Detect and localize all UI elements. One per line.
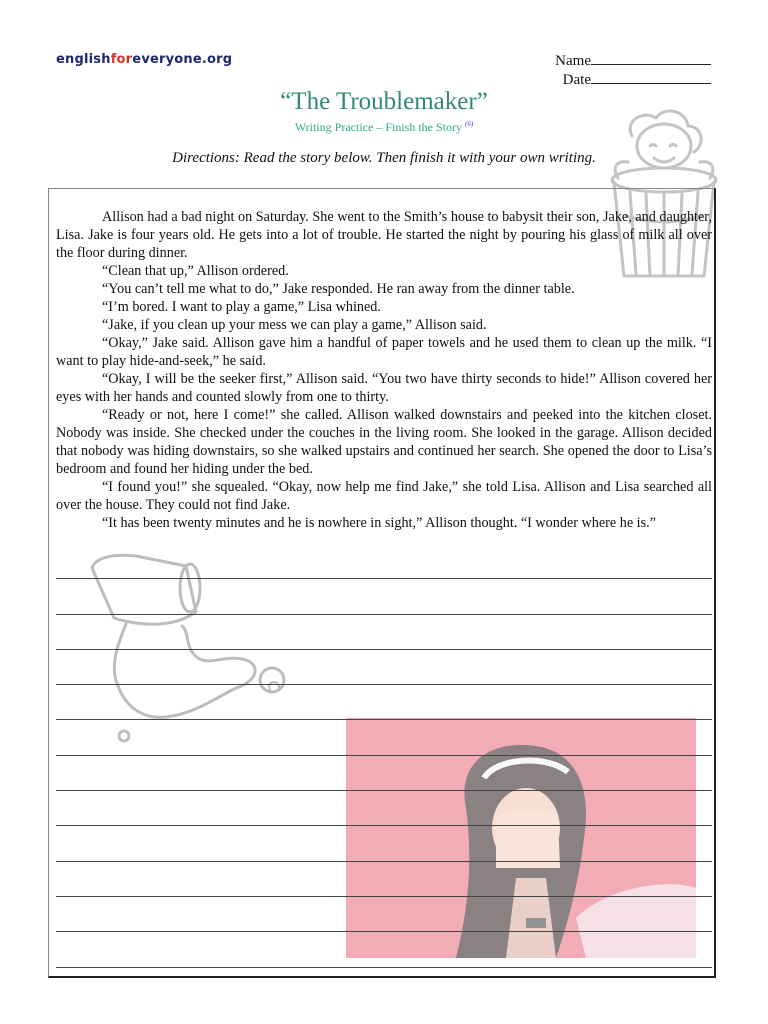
logo-part-english: english: [56, 52, 111, 67]
name-label: Name: [555, 53, 591, 69]
writing-lines: [56, 544, 712, 968]
name-field: [555, 52, 711, 71]
worksheet-number: (6): [465, 120, 474, 128]
name-blank: [591, 52, 711, 65]
site-logo: [56, 52, 232, 67]
writing-line[interactable]: [56, 897, 712, 932]
name-date-box: [555, 52, 711, 90]
story-paragraph: “Okay,” Jake said. Allison gave him a handful of paper towels and he used them to clean up the milk. “I want to play hide-and-seek,” he said.: [56, 335, 712, 369]
story-paragraph: “Okay, I will be the seeker first,” Allison said. “You two have thirty seconds to hide!” Allison covered her eyes with her hands and counted slowly from one to thirty.: [56, 371, 712, 405]
writing-line[interactable]: [56, 579, 712, 614]
logo-part-everyone: everyone.org: [132, 52, 233, 67]
writing-line[interactable]: [56, 756, 712, 791]
subtitle-text: Writing Practice – Finish the Story: [294, 120, 462, 134]
story-paragraph: “Jake, if you clean up your mess we can play a game,” Allison said.: [102, 317, 487, 333]
story-paragraph: “I found you!” she squealed. “Okay, now help me find Jake,” she told Lisa. Allison and Lisa searched all over the house. They could not find Jake.: [56, 479, 712, 513]
writing-line[interactable]: [56, 685, 712, 720]
directions: Directions: Read the story below. Then finish it with your own writing.: [172, 150, 596, 166]
story-paragraph: “It has been twenty minutes and he is nowhere in sight,” Allison thought. “I wonder where he is.”: [102, 515, 656, 531]
story-text: [56, 208, 712, 532]
writing-line[interactable]: [56, 826, 712, 861]
writing-line[interactable]: [56, 720, 712, 755]
writing-line[interactable]: [56, 862, 712, 897]
writing-line[interactable]: [56, 932, 712, 967]
story-paragraph: “Clean that up,” Allison ordered.: [102, 263, 289, 279]
writing-line[interactable]: [56, 650, 712, 685]
logo-part-for: for: [110, 52, 133, 67]
page-title: “The Troublemaker”: [280, 88, 488, 115]
story-paragraph: “Ready or not, here I come!” she called. Allison walked downstairs and peeked into the kitchen closet. Nobody was inside. She checked under the couches in the living room. She looked in the garage. Allison decided that nobody was hiding downstairs, so she walked upstairs and continued her search. She opened the door to Lisa’s bedroom and found her hiding under the bed.: [56, 407, 712, 477]
story-paragraph: “You can’t tell me what to do,” Jake responded. He ran away from the dinner table.: [102, 281, 575, 297]
writing-line[interactable]: [56, 544, 712, 579]
writing-line[interactable]: [56, 615, 712, 650]
writing-line[interactable]: [56, 791, 712, 826]
date-blank: [591, 71, 711, 84]
story-paragraph: Allison had a bad night on Saturday. She went to the Smith’s house to babysit their son, Jake, and daughter, Lisa. Jake is four years old. He gets into a lot of trouble. He started the night by pouring his glass of milk all over the floor during dinner.: [56, 209, 712, 261]
page-subtitle: [0, 120, 768, 135]
date-label: Date: [562, 72, 591, 88]
story-paragraph: “I’m bored. I want to play a game,” Lisa whined.: [102, 299, 381, 315]
